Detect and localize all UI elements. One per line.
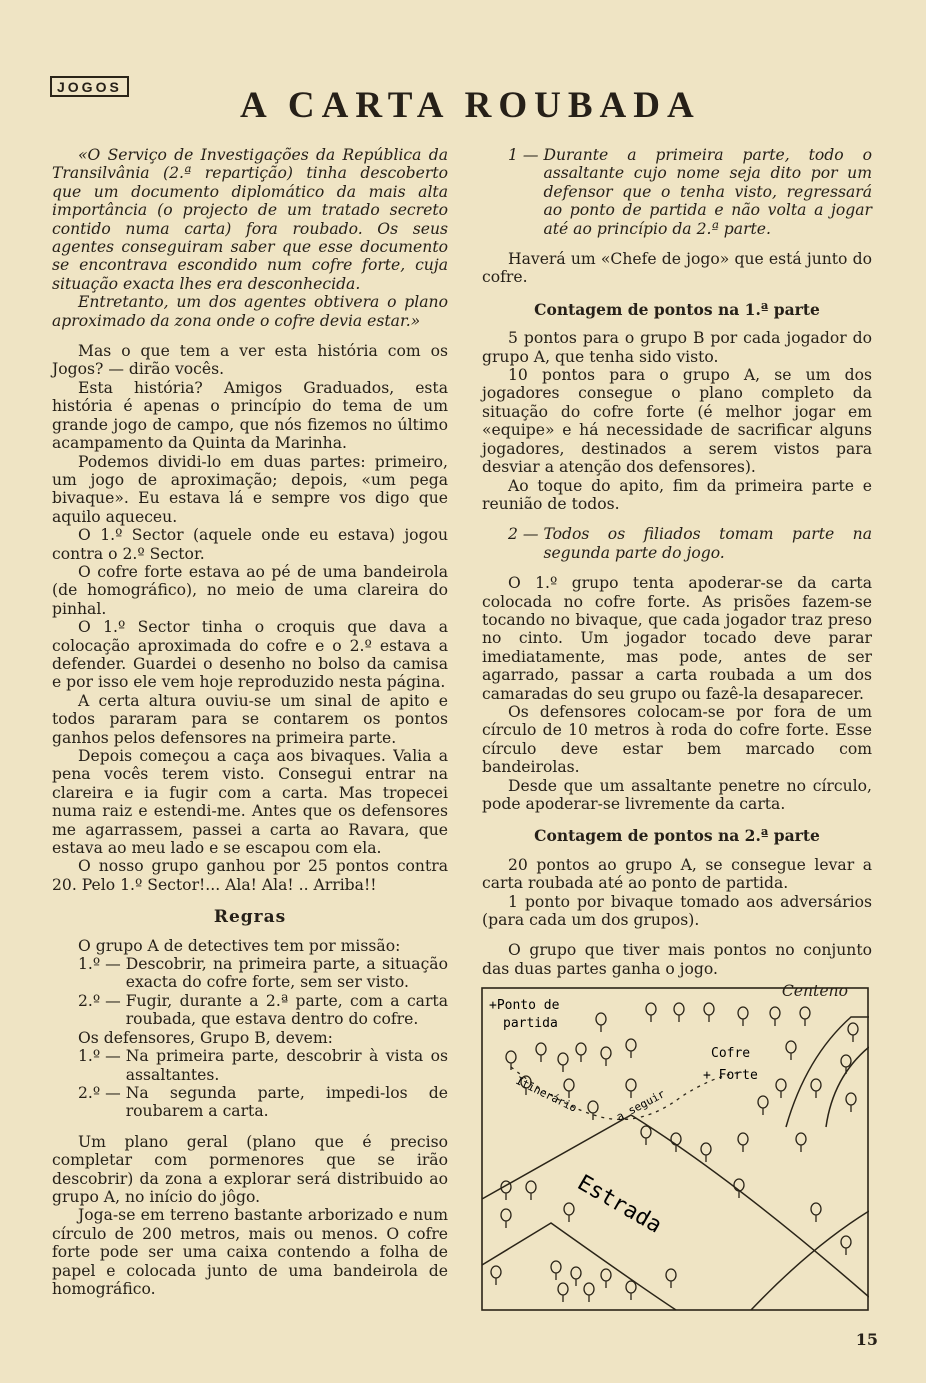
tree-icon	[526, 1181, 536, 1200]
tree-icon	[536, 1043, 546, 1062]
tree-icon	[551, 1261, 561, 1280]
story-paragraph: A certa altura ouviu-se um sinal de apito e todos pararam para se contarem os pontos ganhos pelos defensores na primeira parte.	[52, 691, 448, 747]
tree-icon	[811, 1079, 821, 1098]
tree-icon	[596, 1013, 606, 1032]
tree-icon	[738, 1133, 748, 1152]
tree-icon	[776, 1079, 786, 1098]
story-paragraph: O cofre forte estava ao pé de uma bandeirola (de homográfico), no meio de uma clareira do pinhal.	[52, 562, 448, 618]
part1-text: Durante a primeira parte, todo o assaltante cujo nome seja dito por um defensor que o tenha visto, regressará ao ponto de partida e não volta a jogar até ao princípio da 2.ª parte.	[543, 146, 872, 238]
tree-icon	[666, 1269, 676, 1288]
chief-paragraph: Haverá um «Chefe de jogo» que está junto do cofre.	[482, 250, 872, 287]
rule-item	[52, 992, 448, 1029]
rules-heading: Regras	[213, 907, 287, 928]
rule-item	[52, 1084, 448, 1121]
tree-icon	[738, 1007, 748, 1026]
road-edge	[826, 1047, 869, 1127]
tree-icon	[758, 1096, 768, 1115]
tree-icon	[576, 1043, 586, 1062]
tree-icon	[800, 1007, 810, 1026]
tree-icon	[704, 1003, 714, 1022]
croquis-map	[481, 987, 869, 1311]
start-label: +Ponto de	[489, 998, 560, 1013]
tree-icon	[811, 1203, 821, 1222]
story-paragraph: O 1.º Sector tinha o croquis que dava a colocação aproximada do cofre e o 2.º estava a defender. Guardei o desenho no bolso da camisa e por isso ele vem hoje reproduzido nesta página.	[52, 618, 448, 692]
tree-icon	[506, 1051, 516, 1070]
article-title: A CARTA ROUBADA	[240, 85, 701, 126]
map-border	[482, 988, 868, 1310]
plan-paragraph: Joga-se em terreno bastante arborizado e num círculo de 200 metros, mais ou menos. O cofre forte pode ser uma caixa contendo a folha de papel e colocada junto de uma bandeirola de homográfico.	[52, 1206, 448, 1298]
tree-icon	[641, 1126, 651, 1145]
tree-icon	[701, 1143, 711, 1162]
tree-icon	[601, 1047, 611, 1066]
intro-paragraph: Entretanto, um dos agentes obtivera o plano aproximado da zona onde o cofre devia estar.»	[52, 293, 448, 330]
tree-icon	[674, 1003, 684, 1022]
scoring1-paragraph: Ao toque do apito, fim da primeira parte e reunião de todos.	[482, 476, 872, 513]
closing-paragraph: O grupo que tiver mais pontos no conjunto das duas partes ganha o jogo.	[482, 941, 872, 978]
tree-icon	[734, 1179, 744, 1198]
tree-icon	[626, 1079, 636, 1098]
tree-icon	[796, 1133, 806, 1152]
rule-label: 2.º —	[78, 1083, 126, 1102]
rule-text: Fugir, durante a 2.ª parte, com a carta roubada, que estava dentro do cofre.	[125, 991, 448, 1029]
rule-text: Na primeira parte, descobrir à vista os assaltantes.	[125, 1047, 448, 1084]
scoring2-heading: Contagem de pontos na 2.ª parte	[534, 826, 820, 846]
road-edge	[751, 1211, 869, 1310]
scoring1-paragraph: 5 pontos para o grupo B por cada jogador do grupo A, que tenha sido visto.	[482, 329, 872, 366]
tree-icon	[786, 1041, 796, 1060]
tree-icon	[588, 1101, 598, 1120]
tree-icon	[558, 1283, 568, 1302]
tree-icon	[584, 1283, 594, 1302]
page-number: 15	[855, 1330, 878, 1349]
tree-icon	[846, 1093, 856, 1112]
part2-paragraph: O 1.º grupo tenta apoderar-se da carta colocada no cofre forte. As prisões fazem-se tocando no bivaque, que cada jogador traz preso no cinto. Um jogador tocado deve parar imediatamente, mas pode, antes de ser agarrado, passar a carta roubada a um dos camaradas do seu grupo ou fazê-la desaparecer.	[482, 574, 872, 703]
author-signature: Centeno	[781, 982, 848, 1001]
tree-group	[491, 1003, 858, 1302]
part2-text: Todos os filiados tomam parte na segunda parte do jogo.	[543, 525, 872, 562]
story-paragraph: Esta história? Amigos Graduados, esta história é apenas o princípio do tema de um grande jogo de campo, que nós fizemos no último acampamento da Quinta da Marinha.	[52, 378, 448, 453]
start-label: partida	[503, 1016, 558, 1031]
tree-icon	[491, 1266, 501, 1285]
scoring1-heading: Contagem de pontos na 1.ª parte	[534, 299, 820, 319]
story-paragraph: Mas o que tem a ver esta história com os Jogos? — dirão vocês.	[52, 342, 448, 379]
part1-rule	[482, 146, 872, 238]
tree-icon	[671, 1133, 681, 1152]
rule-label: 1.º —	[78, 1047, 126, 1066]
scoring1-paragraph: 10 pontos para o grupo A, se um dos jogadores consegue o plano completo da situação do cofre forte (é melhor jogar em «equipe» e há necessidade de sacrificar alguns jogadores, destinados a serem vistos para desviar a atenção dos defensores).	[482, 366, 872, 477]
tree-icon	[841, 1055, 851, 1074]
intro-paragraph: «O Serviço de Investigações da República da Transilvânia (2.ª repartição) tinha descoberto que um documento diplomático da mais alta importância (o projecto de um tratado secreto contido numa carta) fora roubado. Os seus agentes conseguiram saber que esse documento se encontrava escondido num cofre forte, cuja situação exacta lhes era desconhecida.	[52, 146, 448, 293]
tree-icon	[501, 1209, 511, 1228]
route-label: Itinerário	[513, 1074, 579, 1115]
part1-label: 1 —	[508, 146, 544, 164]
part2-paragraph: Os defensores colocam-se por fora de um círculo de 10 metros à roda do cofre forte. Esse círculo deve estar bem marcado com bandeirolas.	[482, 702, 872, 777]
route-label: a seguir	[614, 1087, 668, 1124]
road-label: Estrada	[573, 1170, 666, 1239]
story-paragraph: O 1.º Sector (aquele onde eu estava) jogou contra o 2.º Sector.	[52, 526, 448, 563]
rule-item	[52, 1047, 448, 1084]
road-edge	[482, 1223, 676, 1310]
tree-icon	[770, 1007, 780, 1026]
left-column	[52, 146, 448, 1298]
tree-icon	[646, 1003, 656, 1022]
part2-paragraph: Desde que um assaltante penetre no círculo, pode apoderar-se livremente da carta.	[482, 776, 872, 813]
defenders-intro: Os defensores, Grupo B, devem:	[78, 1028, 333, 1047]
story-paragraph: Depois começou a caça aos bivaques. Valia a pena vocês terem visto. Consegui entrar na clareira e ia fugir com a carta. Mas tropecei numa raiz e estendi-me. Antes que os defensores me agarrassem, passei a carta ao Ravara, que estava ao meu lado e se escapou com ela.	[52, 747, 448, 858]
tree-icon	[626, 1281, 636, 1300]
rule-text: Descobrir, na primeira parte, a situação exacta do cofre forte, sem ser visto.	[125, 955, 448, 992]
rule-label: 2.º —	[78, 991, 126, 1010]
tree-icon	[564, 1203, 574, 1222]
part2-label: 2 —	[508, 525, 544, 544]
tree-icon	[564, 1079, 574, 1098]
tree-icon	[841, 1236, 851, 1255]
story-paragraph: Podemos dividi-lo em duas partes: primeiro, um jogo de aproximação; depois, «um pega bivaque». Eu estava lá e sempre vos digo que aquilo aqueceu.	[52, 452, 448, 526]
rule-text: Na segunda parte, impedi-los de roubarem a carta.	[125, 1083, 448, 1121]
plan-paragraph: Um plano geral (plano que é preciso completar com pormenores que se irão descobrir) da zona a explorar será distribuido ao grupo A, no início do jôgo.	[52, 1132, 448, 1206]
scoring2-paragraph: 20 pontos ao grupo A, se consegue levar a carta roubada até ao ponto de partida.	[482, 855, 872, 893]
rules-intro: O grupo A de detectives tem por missão:	[78, 936, 401, 955]
safe-label: + Forte	[703, 1068, 758, 1083]
tree-icon	[848, 1023, 858, 1042]
section-tag: JOGOS	[50, 76, 129, 97]
story-paragraph: O nosso grupo ganhou por 25 pontos contra 20. Pelo 1.º Sector!... Ala! Ala! .. Arriba!!	[52, 857, 448, 894]
safe-label: Cofre	[711, 1046, 751, 1061]
rule-item	[52, 955, 448, 992]
rule-label: 1.º —	[78, 955, 126, 974]
tree-icon	[571, 1267, 581, 1286]
right-column	[482, 146, 872, 1001]
scoring2-paragraph: 1 ponto por bivaque tomado aos adversários (para cada um dos grupos).	[482, 892, 872, 930]
part2-rule	[482, 525, 872, 562]
tree-icon	[601, 1269, 611, 1288]
tree-icon	[558, 1053, 568, 1072]
tree-icon	[626, 1039, 636, 1058]
